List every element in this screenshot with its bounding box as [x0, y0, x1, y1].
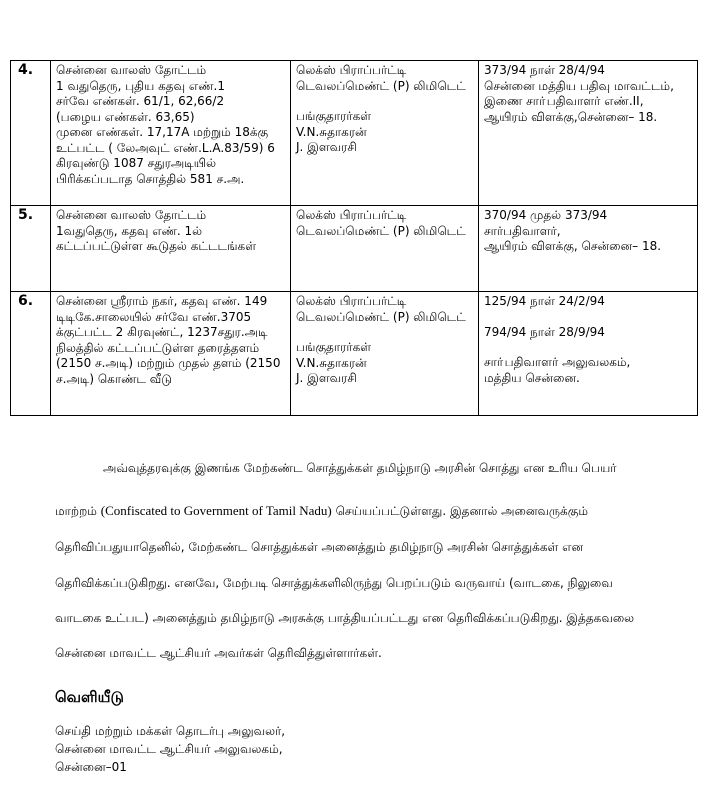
owner-details: லெக்ஸ் பிராப்பர்ட்டி டெவலப்மெண்ட் (P) லிமிடெட் பங்குதாரர்கள் V.N.சுதாகரன் J. இளவரசி: [291, 61, 479, 206]
table-row: [11, 206, 698, 292]
paragraph-line: தெரிவிக்கப்படுகிறது. எனவே, மேற்படி சொத்துக்களிலிருந்து பெறப்படும் வருவாய் (வாடகை, நிலுவை: [55, 576, 613, 590]
release-line: சென்னை மாவட்ட ஆட்சியர் அலுவலகம்,: [55, 742, 283, 756]
property-table: [10, 60, 698, 416]
table-row: [11, 292, 698, 416]
paragraph-line: சென்னை மாவட்ட ஆட்சியர் அவர்கள் தெரிவித்துள்ளார்கள்.: [55, 646, 382, 660]
release-line: செய்தி மற்றும் மக்கள் தொடர்பு அலுவலர்,: [55, 724, 286, 738]
owner-details: லெக்ஸ் பிராப்பர்ட்டி டெவலப்மெண்ட் (P) லிமிடெட்: [291, 206, 479, 292]
paragraph-line: மாற்றம் (Confiscated to Government of Tamil Nadu) செய்யப்பட்டுள்ளது. இதனால் அனைவருக்கும்: [55, 503, 588, 518]
property-description: சென்னை வாலஸ் தோட்டம் 1 வதுதெரு, புதிய கதவு எண்.1 சர்வே எண்கள். 61/1, 62,66/2 (பழைய எண்கள். 63,65) முனை எண்கள். 17,17A மற்றும் 18க்கு உட்பட்ட ( லேஅவுட் எண்.L.A.83/59) 6 கிரவுண்டு 1087 சதுரஅடியில் பிரிக்கப்படாத சொத்தில் 581 ச.அ.: [51, 61, 291, 206]
row-number: 4.: [11, 61, 51, 206]
registration-details: 373/94 நாள் 28/4/94 சென்னை மத்திய பதிவு மாவட்டம், இணை சாா்பதிவாளர் எண்.II, ஆயிரம் விளக்கு,சென்னை– 18.: [479, 61, 698, 206]
registration-details: 125/94 நாள் 24/2/94 794/94 நாள் 28/9/94 சாா்பதிவாளர் அலுவலகம், மத்திய சென்னை.: [479, 292, 698, 416]
registration-details: 370/94 முதல் 373/94 சார்பதிவாளர், ஆயிரம் விளக்கு, சென்னை– 18.: [479, 206, 698, 292]
release-block: [55, 722, 285, 776]
property-description: சென்னை வாலஸ் தோட்டம் 1வதுதெரு, கதவு எண். 1ல் கட்டப்பட்டுள்ள கூடுதல் கட்டடங்கள்: [51, 206, 291, 292]
release-line: சென்னை–01: [55, 760, 127, 774]
paragraph-line: அவ்வுத்தரவுக்கு இணங்க மேற்கண்ட சொத்துக்கள் தமிழ்நாடு அரசின் சொத்து என உரிய பெயர்: [103, 461, 617, 475]
row-number: 6.: [11, 292, 51, 416]
property-description: சென்னை ஸ்ரீராம் நகர், கதவு எண். 149 டிடிகே.சாலையில் சர்வே எண்.3705 க்குட்பட்ட 2 கிரவுண்ட், 1237சதுர.அடி நிலத்தில் கட்டப்பட்டுள்ள தரைத்தளம் (2150 ச.அடி) மற்றும் முதல் தளம் (2150 ச.அடி) கொண்ட வீடு: [51, 292, 291, 416]
release-heading: வெளியீடு: [55, 688, 124, 706]
table-row: [11, 61, 698, 206]
row-number: 5.: [11, 206, 51, 292]
paragraph-line: வாடகை உட்பட) அனைத்தும் தமிழ்நாடு அரசுக்கு பாத்தியப்பட்டது என தெரிவிக்கப்படுகிறது. இத்தகவலை: [55, 611, 635, 625]
owner-details: லெக்ஸ் பிராப்பர்ட்டி டெவலப்மெண்ட் (P) லிமிடெட் பங்குதாரர்கள் V.N.சுதாகரன் J. இளவரசி: [291, 292, 479, 416]
paragraph-line: தெரிவிப்பதுயாதெனில், மேற்கண்ட சொத்துக்கள் அனைத்தும் தமிழ்நாடு அரசின் சொத்துக்கள் என: [55, 540, 584, 554]
